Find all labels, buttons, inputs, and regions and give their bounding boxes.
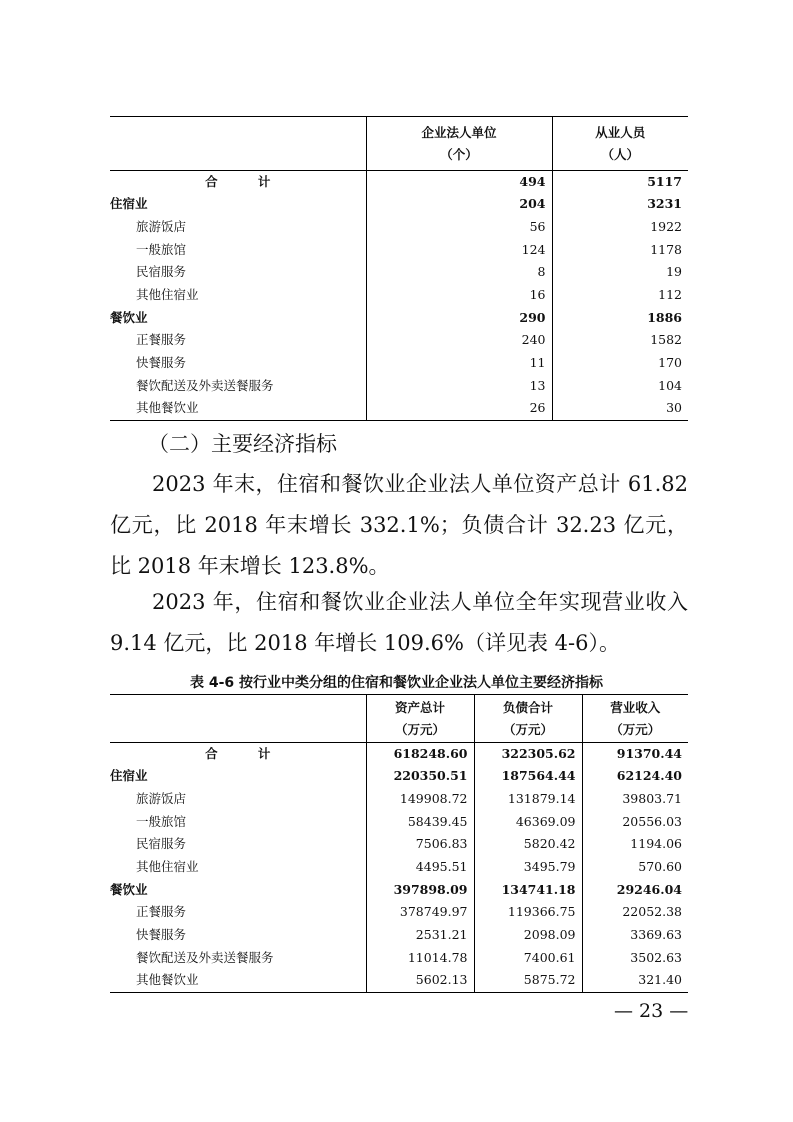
table-header-row xyxy=(110,117,688,171)
table-row xyxy=(110,924,688,947)
cell-revenue: 62124.40 xyxy=(582,765,688,788)
cell-employees: 30 xyxy=(552,397,688,420)
cell-liabilities: 131879.14 xyxy=(474,788,582,811)
header-blank xyxy=(110,695,366,743)
table-row xyxy=(110,284,688,307)
cell-employees: 170 xyxy=(552,352,688,375)
row-name: 住宿业 xyxy=(110,768,148,784)
table-row-category xyxy=(110,307,688,330)
cell-liabilities: 2098.09 xyxy=(474,924,582,947)
row-name: 快餐服务 xyxy=(136,355,187,371)
cell-units: 124 xyxy=(366,239,552,262)
cell-liabilities: 187564.44 xyxy=(474,765,582,788)
cell-employees: 1886 xyxy=(552,307,688,330)
cell-liabilities: 322305.62 xyxy=(474,743,582,766)
row-name: 其他住宿业 xyxy=(136,287,199,303)
cell-liabilities: 3495.79 xyxy=(474,856,582,879)
table-row xyxy=(110,375,688,398)
row-name: 合 计 xyxy=(205,745,289,761)
cell-liabilities: 119366.75 xyxy=(474,901,582,924)
paragraph-revenue: 2023 年，住宿和餐饮业企业法人单位全年实现营业收入 9.14 亿元，比 2018 年增长 109.6%（详见表 4-6）。 xyxy=(110,590,688,655)
cell-liabilities: 5820.42 xyxy=(474,833,582,856)
row-name: 正餐服务 xyxy=(136,332,187,348)
section-heading: （二）主要经济指标 xyxy=(148,432,337,456)
row-name: 合 计 xyxy=(205,173,289,189)
table-row-category xyxy=(110,765,688,788)
cell-liabilities: 134741.18 xyxy=(474,879,582,902)
cell-liabilities: 7400.61 xyxy=(474,947,582,970)
table-row xyxy=(110,239,688,262)
cell-units: 204 xyxy=(366,193,552,216)
cell-units: 26 xyxy=(366,397,552,420)
row-name: 其他餐饮业 xyxy=(136,972,199,988)
header-enterprise-units: 企业法人单位 （个） xyxy=(366,117,552,171)
table-row xyxy=(110,216,688,239)
header-revenue: 营业收入 （万元） xyxy=(582,695,688,743)
cell-employees: 1582 xyxy=(552,329,688,352)
table-row xyxy=(110,811,688,834)
cell-units: 8 xyxy=(366,261,552,284)
cell-units: 13 xyxy=(366,375,552,398)
table-enterprise-count xyxy=(110,116,688,421)
header-total-assets: 资产总计 （万元） xyxy=(366,695,474,743)
table-row-total xyxy=(110,171,688,194)
cell-liabilities: 5875.72 xyxy=(474,969,582,992)
row-name: 一般旅馆 xyxy=(136,813,187,829)
cell-assets: 4495.51 xyxy=(366,856,474,879)
row-name: 餐饮配送及外卖送餐服务 xyxy=(136,377,274,393)
table-row xyxy=(110,397,688,420)
cell-employees: 5117 xyxy=(552,171,688,194)
cell-revenue: 1194.06 xyxy=(582,833,688,856)
cell-units: 11 xyxy=(366,352,552,375)
cell-revenue: 39803.71 xyxy=(582,788,688,811)
cell-units: 240 xyxy=(366,329,552,352)
cell-assets: 7506.83 xyxy=(366,833,474,856)
table-row xyxy=(110,329,688,352)
table-row xyxy=(110,947,688,970)
cell-revenue: 570.60 xyxy=(582,856,688,879)
table-row xyxy=(110,352,688,375)
cell-units: 16 xyxy=(366,284,552,307)
row-name: 旅游饭店 xyxy=(136,790,187,806)
row-name: 正餐服务 xyxy=(136,904,187,920)
cell-revenue: 91370.44 xyxy=(582,743,688,766)
cell-revenue: 22052.38 xyxy=(582,901,688,924)
table-header-row xyxy=(110,695,688,743)
row-name: 餐饮业 xyxy=(110,309,148,325)
cell-assets: 149908.72 xyxy=(366,788,474,811)
cell-assets: 378749.97 xyxy=(366,901,474,924)
table-caption: 表 4-6 按行业中类分组的住宿和餐饮业企业法人单位主要经济指标 xyxy=(189,675,604,691)
table-row xyxy=(110,856,688,879)
row-name: 快餐服务 xyxy=(136,927,187,943)
row-name: 住宿业 xyxy=(110,196,148,212)
cell-employees: 1178 xyxy=(552,239,688,262)
table-row-category xyxy=(110,879,688,902)
row-name: 一般旅馆 xyxy=(136,241,187,257)
page-number: — 23 — xyxy=(614,1000,689,1022)
cell-revenue: 3502.63 xyxy=(582,947,688,970)
cell-revenue: 3369.63 xyxy=(582,924,688,947)
cell-units: 56 xyxy=(366,216,552,239)
cell-assets: 618248.60 xyxy=(366,743,474,766)
cell-revenue: 20556.03 xyxy=(582,811,688,834)
row-name: 餐饮配送及外卖送餐服务 xyxy=(136,949,274,965)
cell-units: 290 xyxy=(366,307,552,330)
cell-assets: 397898.09 xyxy=(366,879,474,902)
cell-employees: 3231 xyxy=(552,193,688,216)
cell-assets: 2531.21 xyxy=(366,924,474,947)
cell-employees: 112 xyxy=(552,284,688,307)
table-row xyxy=(110,788,688,811)
cell-assets: 5602.13 xyxy=(366,969,474,992)
cell-revenue: 29246.04 xyxy=(582,879,688,902)
row-name: 民宿服务 xyxy=(136,264,187,280)
header-total-liabilities: 负债合计 （万元） xyxy=(474,695,582,743)
table-row-total xyxy=(110,743,688,766)
row-name: 餐饮业 xyxy=(110,881,148,897)
row-name: 其他住宿业 xyxy=(136,859,199,875)
header-blank xyxy=(110,117,366,171)
cell-assets: 220350.51 xyxy=(366,765,474,788)
cell-liabilities: 46369.09 xyxy=(474,811,582,834)
table-economic-indicators xyxy=(110,694,688,993)
table-row xyxy=(110,969,688,992)
table-row xyxy=(110,261,688,284)
header-employees: 从业人员 （人） xyxy=(552,117,688,171)
cell-assets: 58439.45 xyxy=(366,811,474,834)
cell-assets: 11014.78 xyxy=(366,947,474,970)
paragraph-assets: 2023 年末，住宿和餐饮业企业法人单位资产总计 61.82 亿元，比 2018 年末增长 332.1%；负债合计 32.23 亿元，比 2018 年末增长 123.8%。 xyxy=(110,472,688,578)
table-row xyxy=(110,833,688,856)
table-row xyxy=(110,901,688,924)
cell-revenue: 321.40 xyxy=(582,969,688,992)
table-row-category xyxy=(110,193,688,216)
row-name: 其他餐饮业 xyxy=(136,400,199,416)
row-name: 旅游饭店 xyxy=(136,218,187,234)
cell-employees: 104 xyxy=(552,375,688,398)
row-name: 民宿服务 xyxy=(136,836,187,852)
cell-employees: 19 xyxy=(552,261,688,284)
cell-units: 494 xyxy=(366,171,552,194)
cell-employees: 1922 xyxy=(552,216,688,239)
